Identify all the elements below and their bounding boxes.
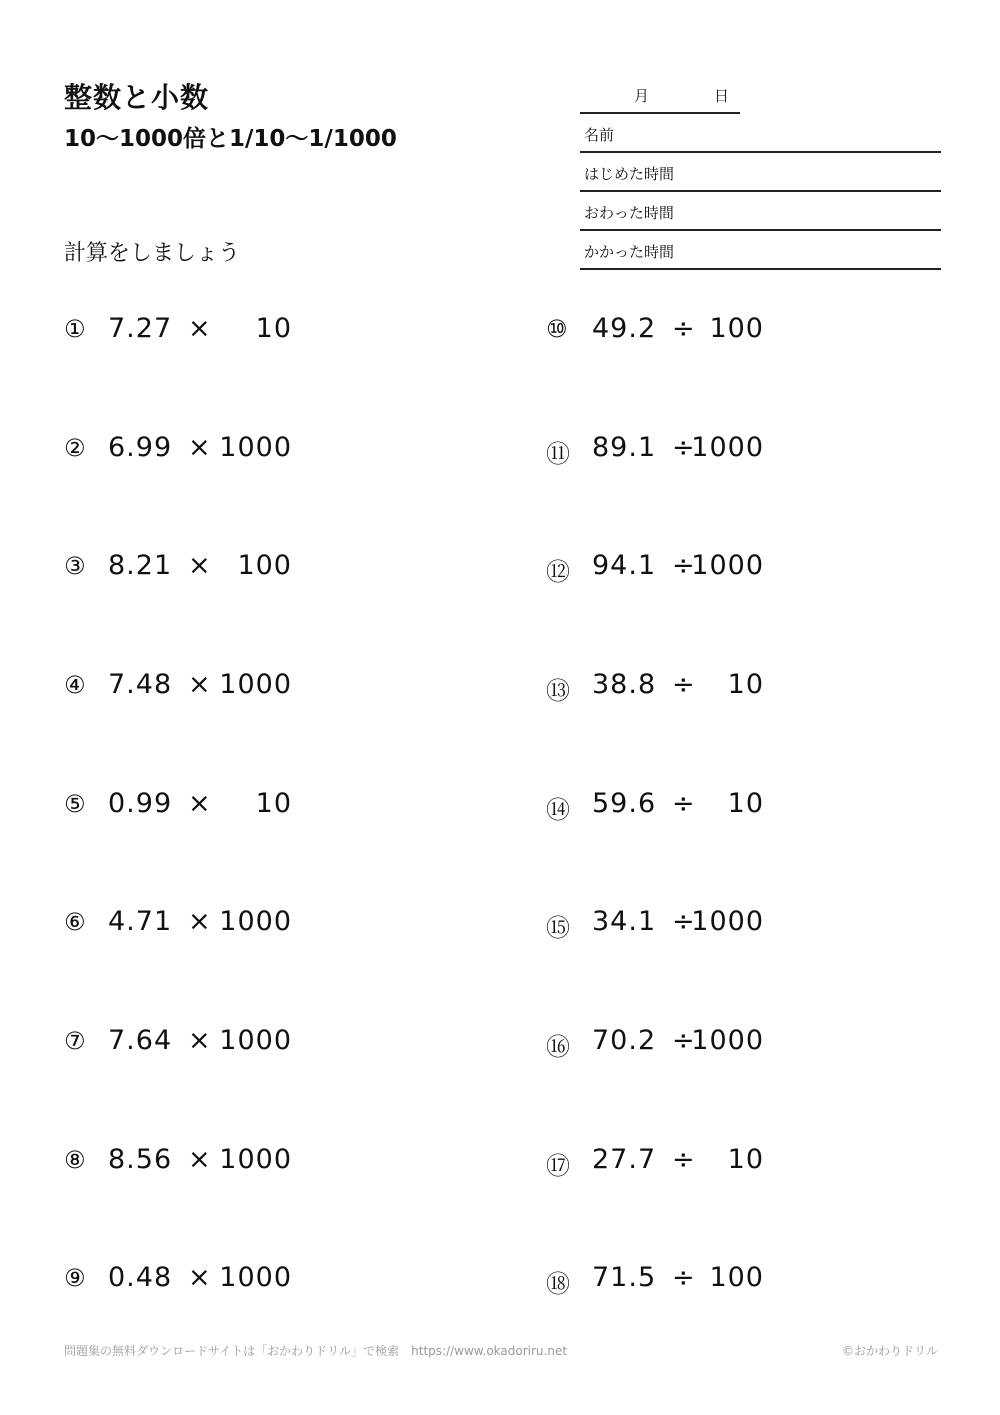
operand-b: 1000 [691,550,764,581]
operator-symbol: ÷ [672,669,695,700]
problem-item [546,313,764,349]
problem-item [64,906,292,942]
month-label: 月 [634,87,650,105]
operand-a: 7.48 [108,669,173,700]
problem-number: ⑨ [64,1264,86,1292]
operator-symbol: ÷ [672,788,695,819]
operand-a: 7.27 [108,313,173,344]
start-time-field[interactable] [580,153,941,192]
end-time-label: おわった時間 [584,204,674,222]
operand-b: 1000 [219,1262,292,1293]
problem-item [64,313,292,349]
operand-a: 6.99 [108,432,173,463]
operand-b: 10 [727,788,764,819]
operand-b: 10 [255,313,292,344]
operand-b: 1000 [219,906,292,937]
operand-a: 89.1 [592,432,657,463]
problem-number: ⑤ [64,790,86,818]
operand-a: 7.64 [108,1025,173,1056]
operand-b: 1000 [691,1025,764,1056]
page-subtitle: 10〜1000倍と1/10〜1/1000 [64,126,397,152]
operand-a: 34.1 [592,906,657,937]
problem-item [546,906,764,942]
problem-number: ⑯ [546,1033,570,1061]
footer-copyright: ©おかわりドリル [841,1344,938,1358]
problem-item [546,1144,764,1180]
elapsed-time-label: かかった時間 [584,243,675,261]
operator-symbol: × [188,1144,211,1175]
problem-number: ② [64,434,86,462]
operand-b: 10 [255,788,292,819]
problem-number: ④ [64,671,86,699]
problem-item [64,788,292,824]
date-field[interactable] [580,80,740,114]
operator-symbol: ÷ [672,550,695,581]
problem-number: ⑦ [64,1027,86,1055]
problem-number: ⑥ [64,908,86,936]
operator-symbol: × [188,788,211,819]
problem-number: ③ [64,552,86,580]
problem-number: ⑬ [546,677,570,705]
operand-a: 70.2 [592,1025,657,1056]
operand-b: 1000 [219,1025,292,1056]
day-label: 日 [714,87,730,105]
problem-item [64,669,292,705]
operand-a: 8.56 [108,1144,173,1175]
problem-number: ⑧ [64,1146,86,1174]
operator-symbol: ÷ [672,432,695,463]
problem-number: ⑩ [546,315,568,343]
operand-b: 100 [709,313,764,344]
name-field[interactable] [580,114,941,153]
info-box [580,80,941,270]
operand-a: 38.8 [592,669,657,700]
page-title: 整数と小数 [64,81,210,114]
problem-number: ⑭ [546,796,570,824]
operator-symbol: × [188,906,211,937]
operand-b: 100 [709,1262,764,1293]
problem-item [546,1262,764,1298]
operator-symbol: × [188,550,211,581]
operand-b: 1000 [691,432,764,463]
operand-a: 71.5 [592,1262,657,1293]
problem-item [64,432,292,468]
operator-symbol: ÷ [672,906,695,937]
operand-a: 4.71 [108,906,173,937]
problem-item [546,1025,764,1061]
operator-symbol: × [188,313,211,344]
problem-number: ⑪ [546,440,570,468]
problem-number: ⑮ [546,914,570,942]
operand-a: 0.99 [108,788,173,819]
operand-b: 1000 [219,1144,292,1175]
problem-item [64,550,292,586]
operator-symbol: × [188,1262,211,1293]
operand-a: 94.1 [592,550,657,581]
operand-a: 0.48 [108,1262,173,1293]
operator-symbol: × [188,1025,211,1056]
operator-symbol: ÷ [672,1144,695,1175]
operand-a: 49.2 [592,313,657,344]
instruction-text: 計算をしましょう [64,241,241,266]
operator-symbol: × [188,669,211,700]
problem-number: ⑱ [546,1270,570,1298]
operand-b: 1000 [219,669,292,700]
operand-b: 10 [727,669,764,700]
problem-item [64,1025,292,1061]
problem-item [64,1262,292,1298]
problem-number: ⑫ [546,558,570,586]
elapsed-time-field[interactable] [580,231,941,270]
operand-b: 10 [727,1144,764,1175]
operand-b: 1000 [219,432,292,463]
problem-item [546,669,764,705]
end-time-field[interactable] [580,192,941,231]
problem-item [546,550,764,586]
start-time-label: はじめた時間 [584,165,675,183]
footer-note: 問題集の無料ダウンロードサイトは「おかわりドリル」で検索 https://www.okadoriru.net [64,1344,568,1358]
operator-symbol: ÷ [672,313,695,344]
problem-number: ① [64,315,86,343]
problem-item [546,432,764,468]
operand-b: 1000 [691,906,764,937]
problem-item [546,788,764,824]
operator-symbol: × [188,432,211,463]
problem-item [64,1144,292,1180]
operand-a: 27.7 [592,1144,657,1175]
problem-number: ⑰ [546,1152,570,1180]
operand-a: 8.21 [108,550,173,581]
operator-symbol: ÷ [672,1025,695,1056]
name-label: 名前 [584,126,615,144]
operand-a: 59.6 [592,788,657,819]
operand-b: 100 [237,550,292,581]
operator-symbol: ÷ [672,1262,695,1293]
